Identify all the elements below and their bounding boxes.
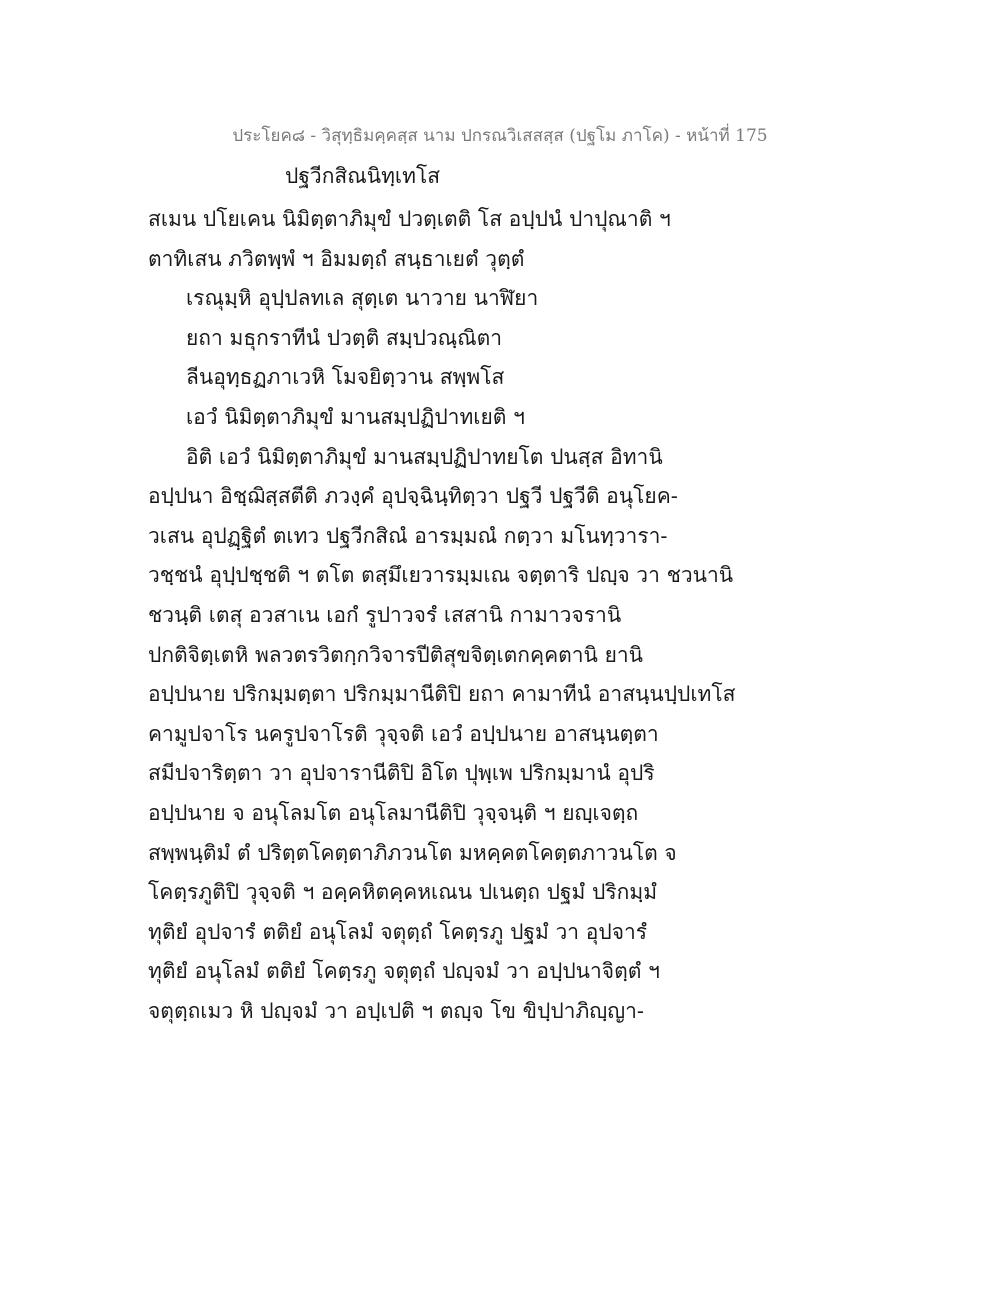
text-line: อปฺปนาย จ อนุโลมโต อนุโลมานีติปิ วุจฺจนฺติ ฯ ยญฺเจตฺถ xyxy=(148,800,639,825)
text-line: ปกติจิตฺเตหิ พลวตรวิตกฺกวิจารปีติสุขจิตฺเตกคฺคตานิ ยานิ xyxy=(148,642,644,667)
text-line: คามูปจาโร นครูปจาโรติ วุจฺจติ เอวํ อปฺปนาย อาสนฺนตฺตา xyxy=(148,721,659,746)
text-line: สมีปจาริตฺตา วา อุปจารานีติปิ อิโต ปุพฺเพ ปริกมฺมานํ อุปริ xyxy=(148,761,655,786)
text-line: สเมน ปโยเคน นิมิตฺตาภิมุขํ ปวตฺเตติ โส อปฺปนํ ปาปุณาติ ฯ xyxy=(148,207,671,231)
verse-line: ลีนอุทฺธฏภาเวหิ โมจยิตฺวาน สพฺพโส xyxy=(186,365,505,390)
verse-line: ยถา มธุกราทีนํ ปวตฺติ สมฺปวณฺณิตา xyxy=(186,325,503,350)
text-line: ชวนฺติ เตสุ อวสาเน เอกํ รูปาวจรํ เสสานิ กามาวจรานิ xyxy=(148,602,622,627)
text-line: จตุตฺถเมว หิ ปญฺจมํ วา อปฺเปติ ฯ ตญฺจ โข ขิปฺปาภิญฺญา- xyxy=(148,998,644,1023)
section-title: ปฐวีกสิณนิทฺเทโส xyxy=(285,164,441,188)
body-text xyxy=(148,200,748,1031)
paragraph-first-line: อิติ เอวํ นิมิตฺตาภิมุขํ มานสมฺปฏิปาทยโต ปนสฺส อิทานิ xyxy=(186,444,663,469)
text-line: อปฺปนา อิชฺฌิสฺสตีติ ภวงฺคํ อุปจฺฉินฺทิตฺวา ปฐวี ปฐวีติ อนุโยค- xyxy=(148,484,678,509)
text-line: อปฺปนาย ปริกมฺมตฺตา ปริกมฺมานีติปิ ยถา คามาทีนํ อาสนฺนปฺปเทโส xyxy=(148,682,736,707)
text-line: ตาทิเสน ภวิตพฺพํ ฯ อิมมตฺถํ สนฺธาเยตํ วุตฺตํ xyxy=(148,246,525,271)
text-line: ทุติยํ อุปจารํ ตติยํ อนุโลมํ จตุตฺถํ โคตฺรภู ปฐมํ วา อุปจารํ xyxy=(148,919,648,944)
text-line: ทุติยํ อนุโลมํ ตติยํ โคตฺรภู จตุตฺถํ ปญฺจมํ วา อปฺปนาจิตฺตํ ฯ xyxy=(148,959,660,984)
text-line: โคตฺรภูติปิ วุจฺจติ ฯ อคฺคหิตคฺคหเณน ปเนตฺถ ปฐมํ ปริกมฺมํ xyxy=(148,880,658,905)
text-line: สพฺพนฺติมํ ตํ ปริตฺตโคตฺตาภิภวนโต มหคฺคตโคตฺตภาวนโต จ xyxy=(148,840,677,865)
verse-line: เอวํ นิมิตฺตาภิมุขํ มานสมฺปฏิปาทเยติ ฯ xyxy=(186,404,525,429)
running-header: ประโยค๘ - วิสุทฺธิมคฺคสฺส นาม ปกรณวิเสสสฺส (ปฐโม ภาโค) - หน้าที่ 175 xyxy=(232,126,768,146)
verse-line: เรณุมฺหิ อุปฺปลทเล สุตฺเต นาวาย นาฬิยา xyxy=(186,286,539,311)
text-line: วชฺชนํ อุปฺปชฺชติ ฯ ตโต ตสฺมึเยวารมฺมเณ จตฺตาริ ปญฺจ วา ชวนานิ xyxy=(148,563,734,588)
text-line: วเสน อุปฏฺฐิตํ ตเทว ปฐวีกสิณํ อารมฺมณํ กตฺวา มโนทฺวารา- xyxy=(148,523,668,548)
